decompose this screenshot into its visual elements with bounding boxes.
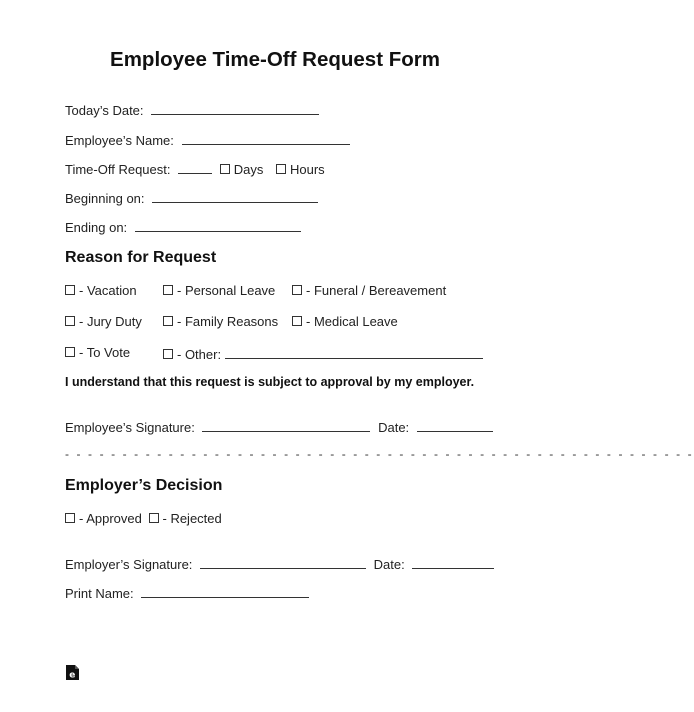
option-label: - Vacation [79, 283, 137, 298]
approved-label: - Approved [79, 511, 142, 526]
svg-text:e: e [69, 670, 76, 681]
employee-signature-field[interactable] [202, 418, 370, 432]
ending-on-field[interactable] [135, 218, 301, 232]
ending-on-row [65, 218, 301, 236]
print-name-label: Print Name: [65, 586, 134, 601]
option-label: - Medical Leave [306, 314, 398, 329]
option-label: - Family Reasons [177, 314, 279, 329]
option-jury-duty[interactable] [65, 314, 142, 330]
option-label: - Other: [177, 347, 222, 362]
days-checkbox[interactable] [220, 164, 230, 174]
family-reasons-checkbox[interactable] [163, 316, 173, 326]
option-family-reasons[interactable] [163, 314, 278, 330]
option-label: - Jury Duty [79, 314, 142, 329]
rejected-checkbox[interactable] [149, 513, 159, 523]
employee-signature-label: Employee’s Signature: [65, 420, 195, 435]
to-vote-checkbox[interactable] [65, 347, 75, 357]
vacation-checkbox[interactable] [65, 285, 75, 295]
section-divider: - - - - - - - - - - - - - - - - - - - - - - - - - - - - - - - - - - - - - - - - - - - - - - - - - - - - - - - [65, 447, 694, 461]
print-name-field[interactable] [141, 584, 309, 598]
brand-logo-icon [66, 665, 79, 680]
option-other[interactable] [163, 345, 483, 363]
option-vacation[interactable] [65, 283, 137, 299]
jury-duty-checkbox[interactable] [65, 316, 75, 326]
rejected-label: - Rejected [162, 511, 222, 526]
ending-on-label: Ending on: [65, 220, 128, 235]
approved-checkbox[interactable] [65, 513, 75, 523]
employer-signature-field[interactable] [200, 555, 366, 569]
personal-leave-checkbox[interactable] [163, 285, 173, 295]
beginning-on-label: Beginning on: [65, 191, 145, 206]
todays-date-field[interactable] [151, 101, 319, 115]
todays-date-label: Today’s Date: [65, 103, 144, 118]
option-to-vote[interactable] [65, 345, 130, 361]
other-reason-field[interactable] [225, 345, 483, 359]
todays-date-row [65, 101, 319, 119]
employee-name-row [65, 131, 350, 149]
beginning-on-field[interactable] [152, 189, 318, 203]
time-off-request-row [65, 160, 325, 178]
employee-name-field[interactable] [182, 131, 350, 145]
employee-date-field[interactable] [417, 418, 493, 432]
page-title: Employee Time-Off Request Form [110, 48, 440, 71]
time-off-amount-field[interactable] [178, 160, 212, 174]
print-name-row [65, 584, 309, 602]
time-off-request-label: Time-Off Request: [65, 162, 171, 177]
hours-checkbox[interactable] [276, 164, 286, 174]
option-label: - Personal Leave [177, 283, 276, 298]
days-label: Days [233, 162, 264, 177]
reason-heading: Reason for Request [65, 249, 217, 266]
other-checkbox[interactable] [163, 349, 173, 359]
option-medical-leave[interactable] [292, 314, 398, 330]
employer-signature-row [65, 555, 494, 573]
approval-notice: I understand that this request is subject to approval by my employer. [65, 375, 475, 389]
employer-signature-label: Employer’s Signature: [65, 557, 193, 572]
option-label: - Funeral / Bereavement [306, 283, 447, 298]
decision-row [65, 511, 222, 527]
option-funeral-bereavement[interactable] [292, 283, 446, 299]
hours-label: Hours [289, 162, 325, 177]
employer-date-field[interactable] [412, 555, 494, 569]
option-label: - To Vote [79, 345, 131, 360]
employer-date-label: Date: [373, 557, 405, 572]
employee-name-label: Employee’s Name: [65, 133, 174, 148]
employee-signature-row [65, 418, 493, 436]
option-personal-leave[interactable] [163, 283, 275, 299]
employer-decision-heading: Employer’s Decision [65, 477, 223, 494]
medical-leave-checkbox[interactable] [292, 316, 302, 326]
beginning-on-row [65, 189, 318, 207]
employee-date-label: Date: [378, 420, 410, 435]
funeral-checkbox[interactable] [292, 285, 302, 295]
